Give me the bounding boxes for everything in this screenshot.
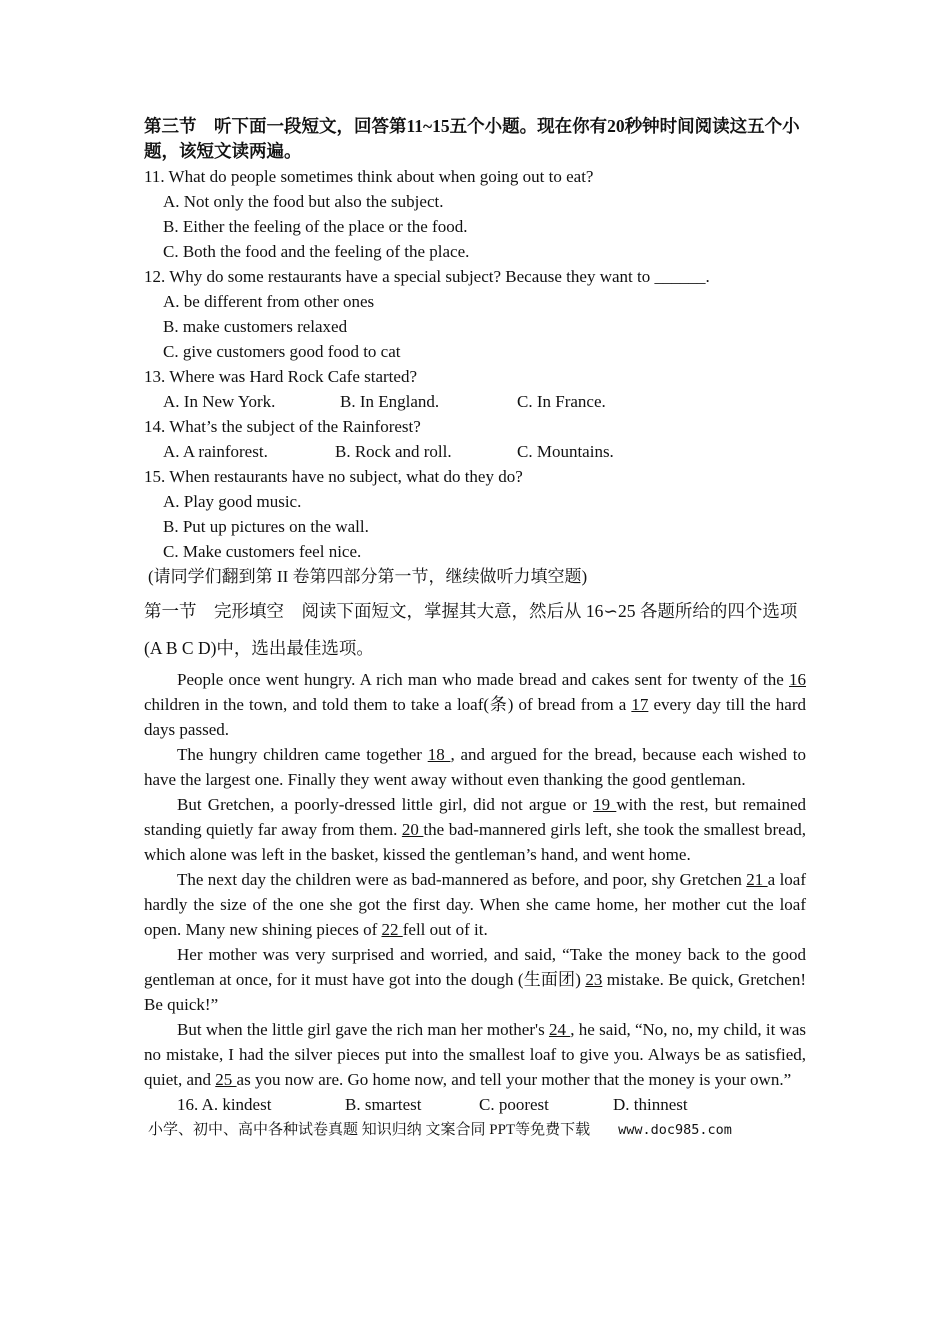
option: 16. A. kindest [177,1095,272,1114]
option: C. Both the food and the feeling of the place. [163,242,470,261]
section3-heading: 第三节 听下面一段短文，回答第11~15五个小题。现在你有20秒钟时间阅读这五个小题，该短文读两遍。 [144,116,800,161]
question-15 [144,464,806,564]
footer [148,1119,806,1141]
option-row [163,389,806,414]
blank-24: 24 [548,1020,571,1039]
blank-18: 18 [427,745,451,764]
option: C. In France. [517,392,606,411]
blank-21: 21 [746,870,768,889]
blank-22: 22 [381,920,403,939]
option: D. thinnest [613,1095,688,1114]
blank-23: 23 [585,970,603,989]
option: C. give customers good food to cat [163,342,401,361]
option: B. Put up pictures on the wall. [163,517,369,536]
option: B. In England. [340,392,440,411]
blank-20: 20 [401,820,424,839]
option: C. poorest [479,1095,549,1114]
instruction-note: (请同学们翻到第 II 卷第四部分第一节，继续做听力填空题) [148,567,588,586]
option: A. Not only the food but also the subject. [163,192,444,211]
exam-page [144,114,806,1141]
blank-19: 19 [593,795,617,814]
option-row [163,439,806,464]
question-11 [144,164,806,264]
question-stem: 11. What do people sometimes think about when going out to eat? [144,167,594,186]
question-stem: 14. What’s the subject of the Rainforest? [144,417,421,436]
option: A. Play good music. [163,492,302,511]
question-12 [144,264,806,364]
cloze-paragraph-5: Her mother was very surprised and worried, and said, “Take the money back to the good gentleman at once, for it must have got into the dough (生面团) 23 mistake. Be quick, Gretchen! Be quick!” [144,945,806,1014]
cloze-paragraph-4: The next day the children were as bad-mannered as before, and poor, shy Gretchen 21 a loaf hardly the size of the one she got the first day. When she came home, her mother cut the loaf open. Many new shining pieces of 22 fell out of it. [144,870,806,939]
option: A. In New York. [163,392,276,411]
option: A. be different from other ones [163,292,375,311]
option: C. Make customers feel nice. [163,542,362,561]
option: C. Mountains. [517,442,614,461]
blank-16: 16 [789,670,806,689]
blank-17: 17 [631,695,649,714]
cloze-heading: 第一节 完形填空 阅读下面短文，掌握其大意，然后从 16∽25 各题所给的四个选项 (A B C D)中，选出最佳选项。 [144,601,798,658]
question-13 [144,364,806,414]
question-stem: 12. Why do some restaurants have a special subject? Because they want to ______. [144,267,710,286]
cloze-paragraph-3: But Gretchen, a poorly-dressed little girl, did not argue or 19 with the rest, but remained standing quietly far away from them. 20 the bad-mannered girls left, she took the smallest bread, which alone was left in the basket, kissed the gentleman’s hand, and went home. [144,795,806,864]
blank-25: 25 [215,1070,237,1089]
footer-text: 小学、初中、高中各种试卷真题 知识归纳 文案合同 PPT等免费下载 [148,1122,591,1138]
cloze-paragraph-6: But when the little girl gave the rich man her mother's 24 , he said, “No, no, my child, it was no mistake, I had the silver pieces put into the smallest loaf to give you. Always be as satisfied, quiet, and 25 as you now are. Go home now, and tell your mother that the money is your own.” [144,1020,806,1089]
option: B. make customers relaxed [163,317,348,336]
option: B. Rock and roll. [335,442,452,461]
cloze-paragraph-1: People once went hungry. A rich man who made bread and cakes sent for twenty of the 16 children in the town, and told them to take a loaf(条) of bread from a 17 every day till the hard days passed. [144,670,806,739]
option: A. A rainforest. [163,442,268,461]
cloze-paragraph-2: The hungry children came together 18 , and argued for the bread, because each wished to have the largest one. Finally they went away without even thanking the good gentleman. [144,745,806,789]
footer-url[interactable]: www.doc985.com [618,1122,732,1138]
question-14 [144,414,806,464]
question-16-options [177,1092,806,1117]
question-stem: 13. Where was Hard Rock Cafe started? [144,367,417,386]
option: B. smartest [345,1095,422,1114]
question-stem: 15. When restaurants have no subject, what do they do? [144,467,523,486]
option: B. Either the feeling of the place or the food. [163,217,468,236]
